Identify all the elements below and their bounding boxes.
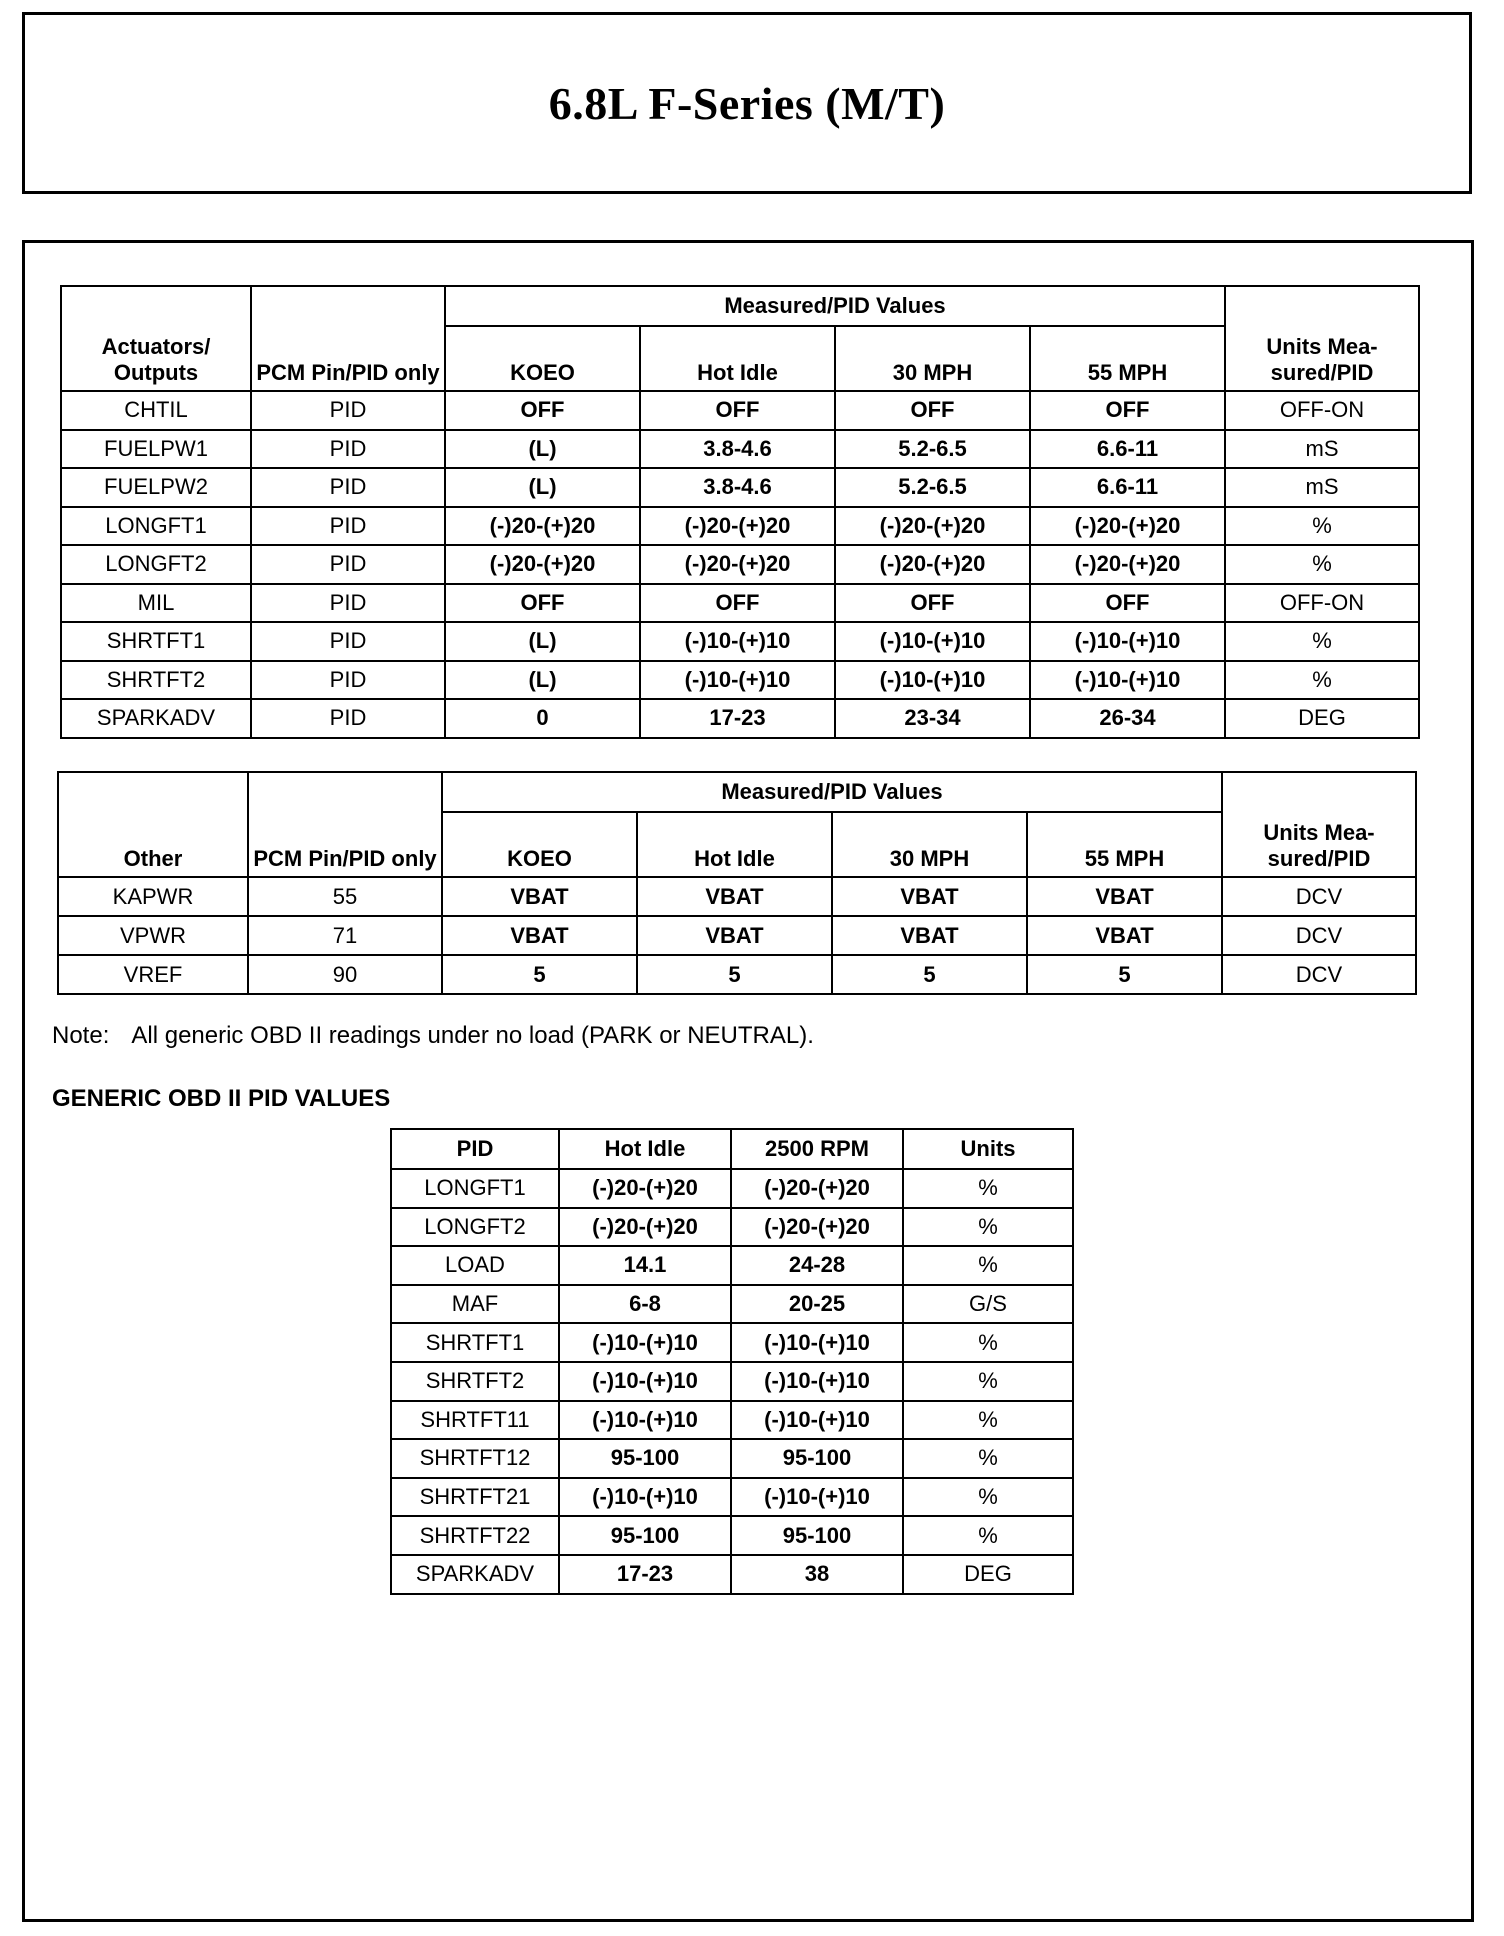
table-cell: (-)10-(+)10 <box>1030 661 1225 700</box>
row-label-cell: SHRTFT2 <box>391 1362 559 1401</box>
row-label-cell: FUELPW2 <box>61 468 251 507</box>
other-table <box>57 771 1417 995</box>
row-label-cell: SHRTFT12 <box>391 1439 559 1478</box>
table-cell: VBAT <box>1027 877 1222 916</box>
row-label-cell: MAF <box>391 1285 559 1324</box>
row-label-cell: KAPWR <box>58 877 248 916</box>
table-row <box>61 391 1419 430</box>
table-row <box>61 661 1419 700</box>
header-pcm-pin: PCM Pin/PID only <box>251 286 445 391</box>
header-2500-rpm: 2500 RPM <box>731 1129 903 1169</box>
table-cell: (L) <box>445 622 640 661</box>
table-row <box>391 1401 1073 1440</box>
table-cell: (L) <box>445 661 640 700</box>
row-label-cell: SHRTFT22 <box>391 1516 559 1555</box>
table-cell: 71 <box>248 916 442 955</box>
header-units: Units Mea-sured/PID <box>1225 286 1419 391</box>
table-cell: VBAT <box>1027 916 1222 955</box>
header-hot-idle: Hot Idle <box>559 1129 731 1169</box>
table-cell: 0 <box>445 699 640 738</box>
table-cell: (-)20-(+)20 <box>835 507 1030 546</box>
table-cell: % <box>903 1246 1073 1285</box>
table-cell: (-)10-(+)10 <box>1030 622 1225 661</box>
table-row <box>61 699 1419 738</box>
table-cell: 95-100 <box>559 1439 731 1478</box>
table-cell: % <box>1225 545 1419 584</box>
row-label-cell: MIL <box>61 584 251 623</box>
table-row <box>391 1439 1073 1478</box>
header-other: Other <box>58 772 248 877</box>
row-label-cell: SPARKADV <box>61 699 251 738</box>
table-row <box>61 545 1419 584</box>
table-cell: 95-100 <box>559 1516 731 1555</box>
header-30-mph: 30 MPH <box>832 812 1027 877</box>
note-text: All generic OBD II readings under no load (PARK or NEUTRAL). <box>131 1022 814 1049</box>
table-cell: 14.1 <box>559 1246 731 1285</box>
table-row <box>391 1285 1073 1324</box>
table-cell: 5 <box>1027 955 1222 994</box>
table-cell: (-)10-(+)10 <box>731 1401 903 1440</box>
table-cell: mS <box>1225 468 1419 507</box>
table-cell: (-)10-(+)10 <box>559 1478 731 1517</box>
table-cell: % <box>903 1169 1073 1208</box>
table-cell: (-)20-(+)20 <box>640 507 835 546</box>
table-row <box>61 622 1419 661</box>
row-label-cell: LONGFT2 <box>61 545 251 584</box>
table-row <box>58 916 1416 955</box>
row-label-cell: VREF <box>58 955 248 994</box>
table-cell: % <box>903 1478 1073 1517</box>
table-cell: VBAT <box>832 916 1027 955</box>
header-30-mph: 30 MPH <box>835 326 1030 391</box>
row-label-cell: SHRTFT1 <box>61 622 251 661</box>
table-cell: OFF <box>1030 391 1225 430</box>
table-cell: 5 <box>442 955 637 994</box>
table-cell: (-)10-(+)10 <box>640 661 835 700</box>
table-cell: 6-8 <box>559 1285 731 1324</box>
table-cell: 95-100 <box>731 1439 903 1478</box>
table-cell: DEG <box>903 1555 1073 1594</box>
table-row <box>61 507 1419 546</box>
table-cell: PID <box>251 584 445 623</box>
table-cell: % <box>1225 622 1419 661</box>
table-cell: (-)10-(+)10 <box>559 1362 731 1401</box>
table-cell: (L) <box>445 430 640 469</box>
table-cell: DEG <box>1225 699 1419 738</box>
header-55-mph: 55 MPH <box>1027 812 1222 877</box>
row-label-cell: SHRTFT1 <box>391 1323 559 1362</box>
table-cell: 95-100 <box>731 1516 903 1555</box>
table-cell: mS <box>1225 430 1419 469</box>
table-row <box>58 955 1416 994</box>
table-row <box>391 1516 1073 1555</box>
table-row <box>61 584 1419 623</box>
table-cell: (-)10-(+)10 <box>559 1323 731 1362</box>
row-label-cell: VPWR <box>58 916 248 955</box>
generic-obd-table <box>390 1128 1074 1595</box>
table-cell: (-)20-(+)20 <box>835 545 1030 584</box>
table-row <box>391 1555 1073 1594</box>
table-cell: DCV <box>1222 955 1416 994</box>
table-cell: % <box>903 1516 1073 1555</box>
table-cell: PID <box>251 699 445 738</box>
header-hot-idle: Hot Idle <box>640 326 835 391</box>
note-label: Note: <box>52 1022 110 1049</box>
table-cell: DCV <box>1222 916 1416 955</box>
table-cell: (-)20-(+)20 <box>1030 545 1225 584</box>
header-units: Units <box>903 1129 1073 1169</box>
table-cell: % <box>903 1401 1073 1440</box>
table-cell: 6.6-11 <box>1030 468 1225 507</box>
header-pcm-pin: PCM Pin/PID only <box>248 772 442 877</box>
generic-obd-heading: GENERIC OBD II PID VALUES <box>52 1085 391 1112</box>
table-cell: 38 <box>731 1555 903 1594</box>
table-cell: (-)20-(+)20 <box>1030 507 1225 546</box>
table-cell: 5.2-6.5 <box>835 430 1030 469</box>
header-pid: PID <box>391 1129 559 1169</box>
table-cell: PID <box>251 622 445 661</box>
table-cell: 24-28 <box>731 1246 903 1285</box>
table-row <box>391 1208 1073 1247</box>
table-row <box>58 877 1416 916</box>
header-measured-values: Measured/PID Values <box>445 286 1225 326</box>
header-koeo: KOEO <box>445 326 640 391</box>
table-cell: % <box>903 1362 1073 1401</box>
header-measured-values: Measured/PID Values <box>442 772 1222 812</box>
table-cell: (-)20-(+)20 <box>731 1169 903 1208</box>
table-cell: 20-25 <box>731 1285 903 1324</box>
table-row <box>391 1169 1073 1208</box>
table-cell: 17-23 <box>640 699 835 738</box>
table-cell: (-)10-(+)10 <box>731 1362 903 1401</box>
table-cell: 5.2-6.5 <box>835 468 1030 507</box>
row-label-cell: LONGFT1 <box>61 507 251 546</box>
table-cell: 3.8-4.6 <box>640 468 835 507</box>
note <box>52 1022 814 1050</box>
table-cell: OFF-ON <box>1225 584 1419 623</box>
table-cell: PID <box>251 661 445 700</box>
table-cell: 6.6-11 <box>1030 430 1225 469</box>
table-cell: (-)10-(+)10 <box>640 622 835 661</box>
table-row <box>61 430 1419 469</box>
table-cell: (-)10-(+)10 <box>835 622 1030 661</box>
table-cell: OFF <box>1030 584 1225 623</box>
table-cell: % <box>903 1323 1073 1362</box>
table-cell: (-)20-(+)20 <box>731 1208 903 1247</box>
table-cell: 5 <box>832 955 1027 994</box>
table-cell: (-)20-(+)20 <box>445 507 640 546</box>
header-koeo: KOEO <box>442 812 637 877</box>
table-cell: 26-34 <box>1030 699 1225 738</box>
table-cell: % <box>903 1208 1073 1247</box>
table-cell: OFF <box>445 391 640 430</box>
row-label-cell: LONGFT1 <box>391 1169 559 1208</box>
table-cell: PID <box>251 391 445 430</box>
row-label-cell: FUELPW1 <box>61 430 251 469</box>
table-cell: (-)20-(+)20 <box>445 545 640 584</box>
table-cell: (-)20-(+)20 <box>640 545 835 584</box>
table-cell: 90 <box>248 955 442 994</box>
table-cell: (-)20-(+)20 <box>559 1208 731 1247</box>
table-cell: (-)10-(+)10 <box>559 1401 731 1440</box>
table-cell: % <box>1225 661 1419 700</box>
table-cell: 17-23 <box>559 1555 731 1594</box>
table-row <box>61 468 1419 507</box>
table-cell: (L) <box>445 468 640 507</box>
row-label-cell: CHTIL <box>61 391 251 430</box>
table-cell: DCV <box>1222 877 1416 916</box>
table-cell: VBAT <box>442 877 637 916</box>
header-hot-idle: Hot Idle <box>637 812 832 877</box>
table-cell: VBAT <box>637 916 832 955</box>
row-label-cell: SPARKADV <box>391 1555 559 1594</box>
actuators-table <box>60 285 1420 739</box>
table-row <box>391 1323 1073 1362</box>
row-label-cell: SHRTFT21 <box>391 1478 559 1517</box>
table-cell: % <box>903 1439 1073 1478</box>
table-row <box>391 1362 1073 1401</box>
table-cell: % <box>1225 507 1419 546</box>
table-cell: 23-34 <box>835 699 1030 738</box>
table-cell: OFF <box>640 391 835 430</box>
table-cell: VBAT <box>637 877 832 916</box>
title-box <box>22 12 1472 194</box>
table-cell: 3.8-4.6 <box>640 430 835 469</box>
table-cell: (-)20-(+)20 <box>559 1169 731 1208</box>
table-cell: OFF <box>835 391 1030 430</box>
table-cell: OFF <box>445 584 640 623</box>
table-row <box>391 1478 1073 1517</box>
table-row <box>391 1246 1073 1285</box>
table-cell: OFF <box>835 584 1030 623</box>
table-cell: PID <box>251 545 445 584</box>
header-actuators-outputs: Actuators/ Outputs <box>61 286 251 391</box>
row-label-cell: LOAD <box>391 1246 559 1285</box>
row-label-cell: LONGFT2 <box>391 1208 559 1247</box>
table-cell: (-)10-(+)10 <box>835 661 1030 700</box>
table-cell: 55 <box>248 877 442 916</box>
page-title: 6.8L F-Series (M/T) <box>548 77 946 129</box>
header-55-mph: 55 MPH <box>1030 326 1225 391</box>
table-cell: G/S <box>903 1285 1073 1324</box>
table-cell: VBAT <box>442 916 637 955</box>
table-cell: PID <box>251 507 445 546</box>
table-cell: OFF-ON <box>1225 391 1419 430</box>
row-label-cell: SHRTFT11 <box>391 1401 559 1440</box>
table-cell: PID <box>251 468 445 507</box>
table-cell: 5 <box>637 955 832 994</box>
table-cell: (-)10-(+)10 <box>731 1323 903 1362</box>
row-label-cell: SHRTFT2 <box>61 661 251 700</box>
header-units: Units Mea-sured/PID <box>1222 772 1416 877</box>
table-cell: PID <box>251 430 445 469</box>
table-cell: (-)10-(+)10 <box>731 1478 903 1517</box>
table-cell: VBAT <box>832 877 1027 916</box>
table-cell: OFF <box>640 584 835 623</box>
